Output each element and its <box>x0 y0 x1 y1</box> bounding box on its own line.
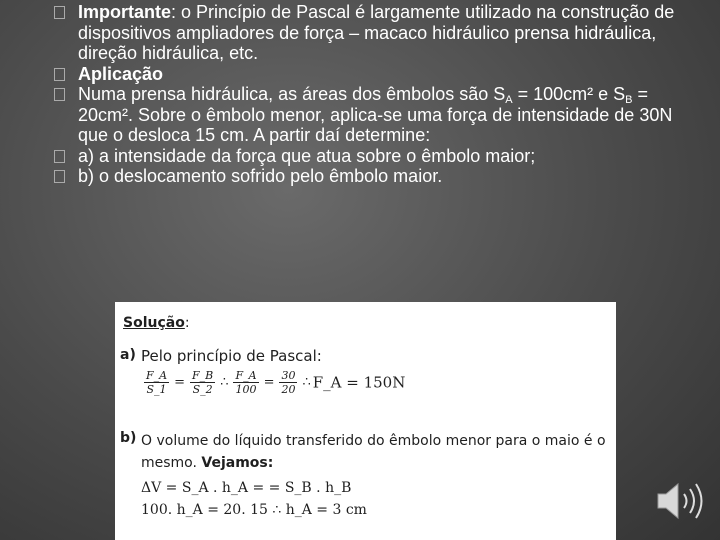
fraction: $\frac{F\_B}{S\_2}$ <box>191 369 214 396</box>
bullet-text-part: Numa prensa hidráulica, as áreas dos êmbolos são S <box>78 84 506 104</box>
answer-a-result: F_A = 150N <box>312 373 406 392</box>
solution-panel <box>115 302 616 540</box>
bullet-marker-icon <box>54 68 65 81</box>
bullet-marker-icon <box>54 150 65 163</box>
answer-b-label: b) <box>120 430 137 446</box>
bullet-marker-icon <box>54 88 65 101</box>
bullet-text-part: = 100cm² e S <box>512 84 626 104</box>
bullet-text: : o Princípio de Pascal é largamente utilizado na construção de dispositivos ampliadores de força – macaco hidráulico prensa hidráulica, direção hidráulica, etc. <box>78 2 675 63</box>
fraction: $\frac{F\_A}{S\_1}$ <box>146 369 168 396</box>
subscript-a: A <box>505 94 513 106</box>
subscript-b: B <box>625 94 633 106</box>
bullet-text-part: = 20cm². Sobre o êmbolo menor, aplica-se uma força de intensidade de 30N que o desloca 15 cm. A partir daí determine: <box>78 84 673 145</box>
answer-b-text: O volume do líquido transferido do êmbolo menor para o maio é o mesmo. Vejamos: <box>141 433 606 471</box>
displacement-equation: 100. h_A = 20. 15 ∴ h_A = 3 cm <box>141 502 367 518</box>
bullet-text: b) o deslocamento sofrido pelo êmbolo maior. <box>78 166 443 186</box>
bullet-aplicacao <box>54 64 704 85</box>
speaker-icon[interactable] <box>652 476 712 526</box>
fraction: $\frac{F\_A}{100}$ <box>235 369 257 396</box>
bullet-problem <box>54 84 704 146</box>
bullet-list <box>54 2 704 187</box>
answer-a-text: Pelo princípio de Pascal: <box>141 347 322 365</box>
bullet-importante <box>54 2 704 64</box>
bullet-question-a <box>54 146 704 167</box>
bullet-head: Importante <box>78 2 172 22</box>
bullet-marker-icon <box>54 170 65 183</box>
bullet-marker-icon <box>54 6 65 19</box>
fraction: $\frac{30}{20}$ <box>281 369 296 396</box>
answer-a-label: a) <box>120 347 136 363</box>
volume-equation: ΔV = S_A . h_A = = S_B . h_B <box>141 480 352 496</box>
bullet-text: a) a intensidade da força que atua sobre o êmbolo maior; <box>78 145 536 166</box>
bullet-question-b <box>54 166 704 187</box>
solution-title: Solução: <box>123 315 190 331</box>
pascal-formula: $\frac{F\_A}{S\_1}$ = $\frac{F\_B}{S\_2}$ ∴ $\frac{F\_A}{100}$ = $\frac{30}{20}$ ∴ F_A = 150N <box>146 369 406 396</box>
bullet-head: Aplicação <box>78 63 164 84</box>
